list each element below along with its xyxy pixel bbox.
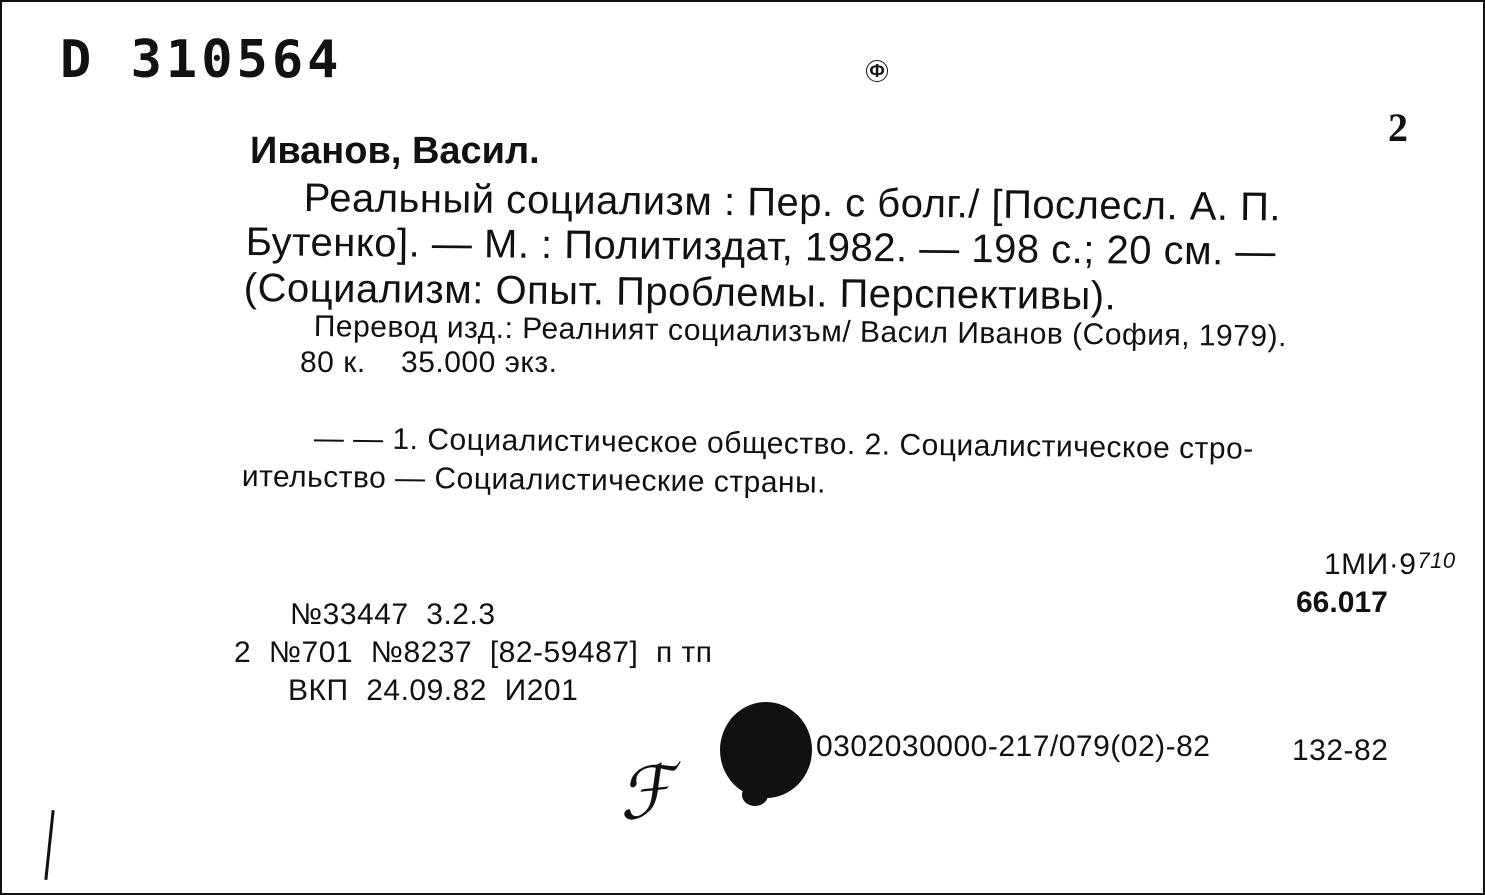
class-code-handwritten: 710 [1417,548,1456,573]
class-number: 66.017 [1296,586,1388,619]
price-run: 80 к. 35.000 экз. [300,346,558,379]
card-number: 2 [1388,105,1408,150]
signature-mark: ℱ [613,749,678,837]
accession-line-2: 2 №701 №8237 [82-59487] п тп [234,636,713,669]
call-number: D 310564 [60,30,343,90]
catalog-number: 132-82 [1292,734,1389,767]
title-line-1: Реальный социализм : Пер. с болг./ [Послесл. А. П. [303,176,1282,230]
accession-line-1: №33447 3.2.3 [290,598,496,631]
author-heading: Иванов, Васил. [250,130,540,172]
class-code-printed: 1МИ·9 [1324,548,1417,581]
pencil-stroke [44,810,54,880]
title-line-3: (Социализм: Опыт. Проблемы. Перспективы). [243,266,1117,319]
accession-line-3: ВКП 24.09.82 И201 [288,674,579,707]
translation-note: Перевод изд.: Реалният социализъм/ Васил Иванов (София, 1979). [313,310,1288,354]
stamp-mark: Ф [866,60,888,82]
subjects-line-2: ительство — Социалистические страны. [241,460,827,500]
class-code [1324,548,1456,582]
catalog-code: 0302030000-217/079(02)-82 [816,730,1211,763]
title-line-2: Бутенко]. — М. : Политиздат, 1982. — 198 с.; 20 см. — [245,220,1277,274]
subjects-line-1: — — 1. Социалистическое общество. 2. Социалистическое стро- [313,422,1254,466]
ink-blot-tail [742,784,768,806]
ink-blot [720,702,812,798]
